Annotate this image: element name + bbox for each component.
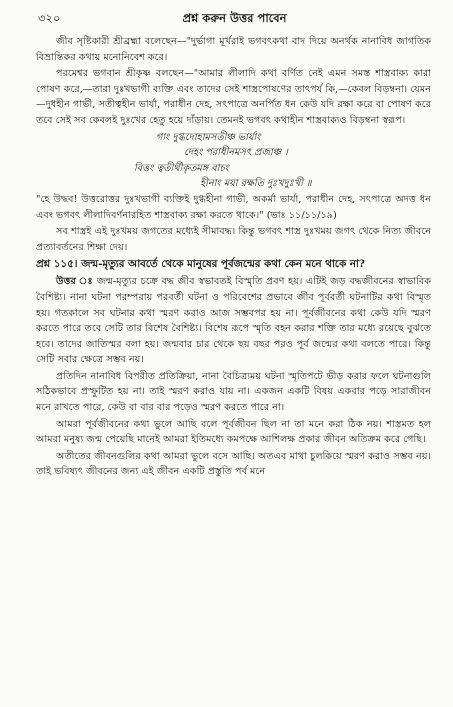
- verse-line: বিত্তং ত্বতীর্থীকৃতমঙ্গ বাচং: [134, 162, 229, 174]
- page-number: ৩২০: [38, 10, 61, 25]
- verse-line: হীনাং ময়া রক্ষতি দুঃখদুঃখী ॥: [200, 178, 312, 190]
- verse-translation: "হে উদ্ধব! উত্তরোত্তর দুঃখভাগী ব্যক্তিই দুগ্ধহীনা গাভী, অকর্মা ভার্যা, পরাধীন দেহ, সৎপাত্রে অদত্ত ধন এবং ভগবৎ লীলাদিবর্ণনারহিত শাস্ত্রবাক্য রক্ষা করতে থাকে।" (ভাঃ ১১/১১/১৯): [36, 193, 431, 221]
- answer-paragraph: অতীতের জীবনগুলির কথা আমরা ভুলে বসে আছি। অতএব মাথা চুলকিয়ে স্মরণ করাও সম্ভব নয়। তাই ভবিষ্যৎ জীবনের জন্য এই জীবন একটি প্রস্তুতি পর্ব মনে: [36, 450, 431, 478]
- conclusion-paragraph: সব শাস্ত্রই এই দুঃখময় জগতের মধ্যেই সীমাবদ্ধ। কিন্তু ভগবৎ শাস্ত্র দুঃখময় জগৎ থেকে নিত্য জীবনে প্রত্যাবর্তনের শিক্ষা দেয়।: [36, 226, 431, 253]
- verse-line: দেহং পরাধীনমসৎ প্রজাঞ্চ ।: [184, 147, 288, 159]
- running-title: প্রশ্ন করুন উত্তর পাবেন: [182, 10, 287, 25]
- answer-text: জন্ম-মৃত্যুর চক্রে বদ্ধ জীব স্বভাবতই বিস্মৃতি প্রবণ হয়। এটিই জড় বদ্ধজীবনের স্বাভাবিক বৈশিষ্ট্য। নানা ঘটনা পরম্পরায় পরবর্তী ঘটনা ও পরিবেশের প্রভাবে জীব পূর্ববর্তী ঘটনাটির কথা বিস্মৃত হয়। গতকালে সব ঘটনার কথা স্মরণ করাও আজ সম্ভবপর হয় না। পূর্বজীবনের কথা কেউ যদি স্মরণ করতে পারে তবে সেটি তার বিশেষ বৈশিষ্ট্য। বিশেষ রূপে স্মৃতি বহন করার শক্তি তার মধ্যে রয়েছে বুঝতে হবে। তাদের জাতিস্মর বলা হয়। জন্মবার চার থেকে ছয় বছর পরও পূর্ব জন্মের কথা বলতে পারে। কিন্তু সেটি সবার ক্ষেত্রে সম্ভব নয়।: [36, 276, 431, 366]
- page-body: [36, 34, 431, 701]
- answer-paragraph: প্রতিদিন নানাবিধ বিপরীত প্রতিক্রিয়া, নানা বৈচিত্র্যময় ঘটনা স্মৃতিপটে ভীড় করার ফলে ঘটনাগুলি সঠিকভাবে প্রস্ফুটিত হয় না। তাই স্মরণ করাও যায় না। একজন একটি বিষয় একবার পড়ে সারাজীবন মনে রাখতে পারে, কেউ বা বার বার পড়েও স্মরণ করতে পারে না।: [36, 370, 431, 414]
- paragraph-brahma-quote: জীব সৃষ্টিকারী শ্রীব্রহ্মা বলেছেন—"দুর্ভাগা মূর্খরাই ভগবৎকথা বাদ দিয়ে অনর্থক নানাবিধ জাগতিক বিভ্রান্তিকর কথায় মনোনিবেশ করে।: [36, 36, 431, 63]
- paragraph-krishna-quote: পরমেশ্বর ভগবান শ্রীকৃষ্ণ বলছেন—"আমার লীলাদি কথা বর্ণিত নেই এমন সমস্ত শাস্ত্রবাক্য কারা পোষণ করে,—তারা দুঃখভাগী ব্যক্তি এবং তাদের সেই শাস্ত্রপোষণের তাৎপর্য কি,—কেবল বিড়ম্বনা। যেমন—দুধহীন গাভী, সতীত্বহীন ভার্যা, পরাধীন দেহ, সৎপাত্রে অনর্পিত ধন কেউ যদি রক্ষা করে বা পোষণ করে তবে সেই সব কেবলই দুঃখের হেতু হয়ে দাঁড়ায়। তেমনই ভগবৎ কথাহীন শাস্ত্রবাক্যও বিড়ম্বনা স্বরূপ।: [36, 68, 431, 126]
- sanskrit-verse: [36, 130, 431, 192]
- answer-paragraph: আমরা পূর্বজীবনের কথা ভুলে আছি বলে পূর্বজীবন ছিল না তা মনে করা ঠিক নয়। শাস্ত্রমত হল আমরা মনুষ্য জন্ম পেয়েছি মানেই আমরা ইতিমধ্যে কমপক্ষে আশিলক্ষ প্রকার জীবন অতিক্রম করে গেছি।: [36, 418, 431, 446]
- page-header: [38, 10, 431, 28]
- question-heading: প্রশ্ন ১১৫। জন্ম-মৃত্যুর আবর্তে থেকে মানুষের পূর্বজন্মের কথা কেন মনে থাকে না?: [36, 258, 365, 271]
- answer-label: উত্তর ঃ: [56, 276, 94, 288]
- verse-line: গাং দুগ্ধদোহামসতীঞ্চ ভার্যাং: [156, 131, 261, 143]
- answer-paragraph: [36, 274, 431, 368]
